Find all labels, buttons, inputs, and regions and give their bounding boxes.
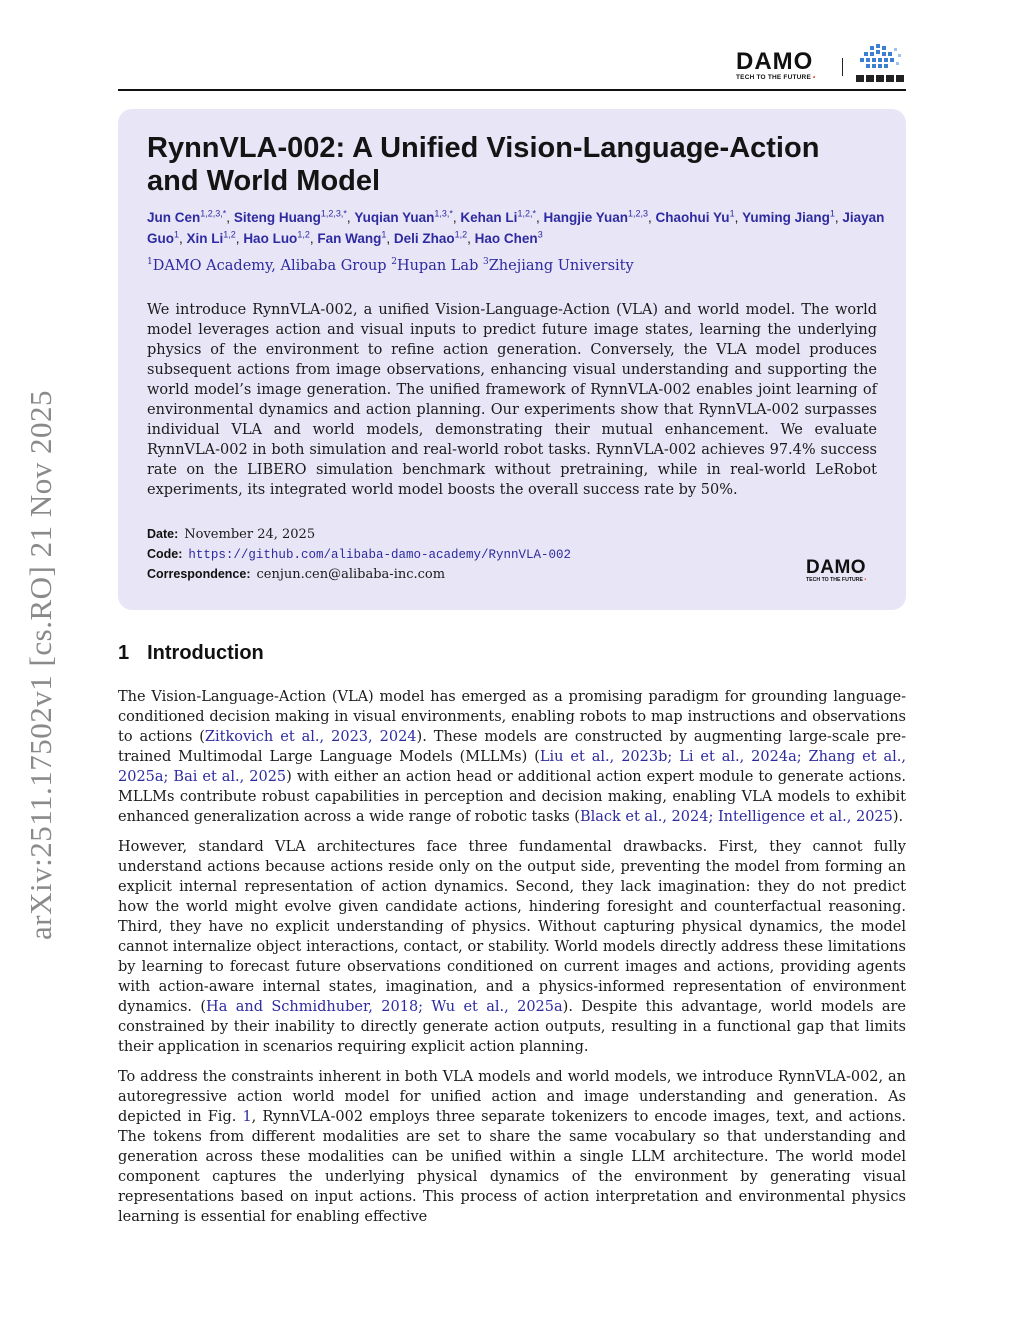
citation-link[interactable]: Zitkovich et al., 2023, 2024	[204, 729, 417, 745]
affiliation-marker: 1	[147, 257, 153, 268]
section-number: 1	[118, 642, 130, 664]
citation-link[interactable]: Black et al., 2024; Intelligence et al., 2025	[579, 809, 893, 825]
damo-logo-small	[806, 558, 882, 586]
author-name: Fan Wang	[317, 231, 382, 246]
paragraph: However, standard VLA architectures face three fundamental drawbacks. First, they cannot fully understand actions because actions reside only on the output side, preventing the model from forming an explicit internal representation of action dynamics. Second, they lack imagination: they do not predict how the world might evolve given candidate actions, hindering foresight and counterfactual reasoning. Third, they have no explicit understanding of physics. Without capturing physical dynamics, the model cannot internalize object interactions, contact, or stability. World models directly address these limitations by learning to forecast future observations conditioned on current images and actions, providing agents with action-aware internal states, imagination, and a physics-informed representation of environment dynamics. (Ha and Schmidhuber, 2018; Wu et al., 2025a). Despite this advantage, world models are constrained by their inability to directly generate action outputs, resulting in a functional gap that limits their application in scenarios requiring explicit action planning.	[118, 839, 906, 1055]
damo-logo-small-tagline: TECH TO THE FUTURE •	[806, 577, 867, 583]
author-name: Hangjie Yuan	[543, 210, 628, 225]
title-line-2: and World Model	[147, 165, 381, 197]
correspondence-email[interactable]: cenjun.cen@alibaba-inc.com	[256, 567, 446, 582]
damo-logo-word: DAMO	[736, 48, 814, 75]
damo-logo-small-word: DAMO	[806, 557, 867, 578]
damo-logo	[736, 50, 832, 84]
code-row	[147, 545, 571, 564]
author-name: Hao Luo	[243, 231, 298, 246]
correspondence-row	[147, 565, 445, 584]
abstract: We introduce RynnVLA-002, a unified Vision-Language-Action (VLA) and world model. The world model leverages action and visual inputs to predict future image states, learning the underlying physics of the environment to refine action generation. Conversely, the VLA model produces subsequent actions from image observations, enhancing visual understanding and supporting the world model’s image generation. The unified framework of RynnVLA-002 enables joint learning of environmental dynamics and action planning. Our experiments show that RynnVLA-002 surpasses individual VLA and world models, demonstrating their mutual enhancement. We evaluate RynnVLA-002 in both simulation and real-world robot tasks. RynnVLA-002 achieves 97.4% success rate on the LIBERO simulation benchmark without pretraining, while in real-world LeRobot experiments, its integrated world model boosts the overall success rate by 50%.	[147, 302, 877, 498]
author-name: Deli Zhao	[393, 231, 455, 246]
author-affiliation-marker: 1	[729, 208, 735, 219]
author-affiliation-marker: 1,2	[223, 229, 236, 240]
affiliation-name: Zhejiang University	[488, 258, 634, 274]
correspondence-label: Correspondence:	[147, 567, 251, 581]
affiliation-name: Hupan Lab	[396, 258, 479, 274]
author-name: Chaohui Yu	[655, 210, 730, 225]
affiliation-name: DAMO Academy, Alibaba Group	[152, 258, 387, 274]
damo-logo-tagline: TECH TO THE FUTURE •	[736, 74, 816, 81]
affiliation-marker: 2	[391, 257, 397, 268]
author-affiliation-marker: 1	[829, 208, 835, 219]
title-line-1: RynnVLA-002: A Unified Vision-Language-Action	[147, 132, 820, 164]
author-list: Jun Cen$^{1,2,3,*}$, Siteng Huang$^{1,2,3,*}$, Yuqian Yuan$^{1,3,*}$, Kehan $Li^{1,2,*}$, Hangjie Yuan$^{1,2,3}$, Chaohui Yu$^1$, Yuming Jiang$^1$, Jiayan Guo$^1$, Xin Li$^{1,2}$, Hao Luo$^{1,2}$, Fan Wang$^1$, Deli Zhao$^{1,2}$, Hao Chen$^3$	[147, 208, 885, 246]
author-name: Siteng Huang	[233, 210, 321, 225]
author-affiliation-marker: 3	[537, 229, 543, 240]
affiliation-list	[147, 256, 887, 276]
date-row	[147, 525, 315, 544]
author-affiliation-marker: 1,2,3,*	[200, 208, 227, 219]
section-heading	[118, 642, 264, 665]
author-name: Hao Chen	[474, 231, 538, 246]
date-value: November 24, 2025	[184, 527, 316, 542]
author-affiliation-marker: 1,3,*	[434, 208, 453, 219]
author-affiliation-marker: 1,2,*	[517, 208, 536, 219]
code-link[interactable]: https://github.com/alibaba-damo-academy/RynnVLA-002	[188, 548, 571, 562]
lab-logo-icon	[856, 44, 908, 84]
figure-reference-link[interactable]: 1	[242, 1109, 252, 1125]
author-affiliation-marker: 1,2,3,*	[320, 208, 347, 219]
paragraph: The Vision-Language-Action (VLA) model has emerged as a promising paradigm for grounding language-conditioned decision making in visual environments, enabling robots to map instructions and observations to actions (Zitkovich et al., 2023, 2024). These models are constructed by augmenting large-scale pre-trained Multimodal Large Language Models (MLLMs) (Liu et al., 2023b; Li et al., 2024a; Zhang et al., 2025a; Bai et al., 2025) with either an action head or additional action expert module to generate actions. MLLMs contribute robust capabilities in perception and decision making, enabling VLA models to exhibit enhanced generalization across a wide range of robotic tasks (Black et al., 2024; Intelligence et al., 2025).	[118, 689, 906, 825]
section-title: Introduction	[147, 642, 264, 664]
header-rule	[118, 89, 906, 91]
author-name: Xin Li	[186, 231, 224, 246]
lab-logo-caption-icon	[856, 74, 908, 84]
citation-link[interactable]: Liu et al., 2023b; Li et al., 2024a; Zhang et al., 2025a; Bai et al., 2025	[118, 749, 906, 785]
logo-divider	[842, 58, 843, 76]
arxiv-identifier: arXiv:2511.17502v1 [cs.RO] 21 Nov 2025	[23, 390, 58, 940]
author-affiliation-marker: 1	[381, 229, 387, 240]
affiliation-marker: 3	[482, 257, 489, 268]
author-name: Kehan Li	[460, 210, 518, 225]
author-name: Jiayan Guo	[147, 210, 885, 246]
author-name: Yuqian Yuan	[354, 210, 435, 225]
author-affiliation-marker: 1,2	[454, 229, 468, 240]
date-label: Date:	[147, 527, 179, 541]
author-affiliation-marker: 1,2,3	[628, 208, 649, 219]
paragraph: To address the constraints inherent in both VLA models and world models, we introduce RynnVLA-002, an autoregressive action world model for unified action and image understanding and generation. As depicted in Fig. 1, RynnVLA-002 employs three separate tokenizers to encode images, text, and actions. The tokens from different modalities are set to share the same vocabulary so that understanding and generation across these modalities can be unified within a single LLM architecture. The world model component captures the underlying physical dynamics of the environment by generating visual representations based on input actions. This process of action interpretation and environmental physics learning is essential for enabling effective	[118, 1069, 906, 1225]
author-affiliation-marker: 1	[174, 229, 180, 240]
author-affiliation-marker: 1,2	[297, 229, 310, 240]
author-name: Yuming Jiang	[742, 210, 830, 225]
paper-title	[147, 132, 887, 198]
code-label: Code:	[147, 547, 183, 561]
citation-link[interactable]: Ha and Schmidhuber, 2018; Wu et al., 2025a	[206, 999, 563, 1015]
author-name: Jun Cen	[147, 210, 201, 225]
